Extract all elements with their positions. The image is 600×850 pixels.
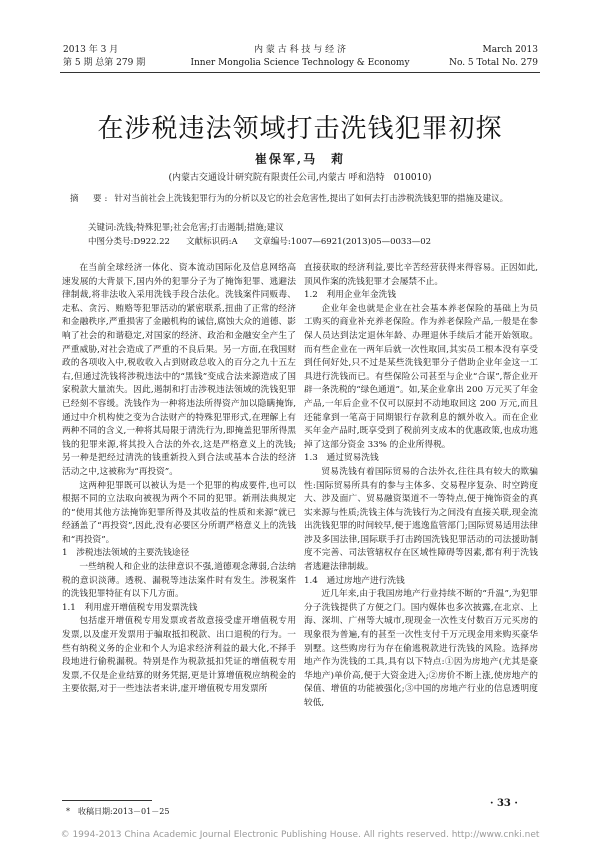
- subsection-heading: 1.1 利用虚开增值税专用发票洗钱: [62, 602, 198, 613]
- body-paragraph: 贸易洗钱有着国际贸易的合法外衣,往往具有较大的欺骗性:国际贸易所具有的参与主体多、交易程序复杂、时空跨度大、涉及面广、贸易融资渠道不一等特点,便于掩饰资金的真实来源与性质;洗钱主体与洗钱行为之间没有直接关联,现金流出洗钱犯罪的时间较早,便于逃逸监管部门;国际贸易适用法律涉及多国法律,国际联手打击跨国洗钱犯罪活动的司法援助制度不完善、司法管辖权存在区域性障碍等因素,都有利于洗钱者逃避法律制裁。: [304, 466, 538, 573]
- header-issue-number: 第 5 期 总第 279 期: [63, 58, 146, 68]
- abstract-text: 针对当前社会上洗钱犯罪行为的分析以及它的社会危害性,提出了如何去打击涉税洗钱犯罪的措施及建议。: [114, 194, 509, 204]
- header-issue-english: No. 5 Total No. 279: [449, 58, 538, 68]
- running-header-issue: [63, 44, 203, 70]
- keywords-text: 洗钱;特殊犯罪;社会危害;打击遏制;措施;建议: [116, 223, 284, 233]
- abstract: [70, 193, 538, 206]
- clc-value: D922.22: [133, 237, 170, 247]
- classification-line: [88, 236, 538, 249]
- doc-code-value: A: [231, 237, 238, 247]
- article-authors: 崔保军,马 莉: [254, 152, 346, 166]
- header-date-english: March 2013: [482, 45, 538, 55]
- running-header-journal: [188, 44, 412, 70]
- doc-code-label: 文献标识码:: [186, 237, 232, 247]
- subsection-heading: 1.2 利用企业年金洗钱: [304, 290, 397, 301]
- footnote-rule: [62, 800, 152, 801]
- header-rule: [60, 72, 540, 73]
- body-paragraph: 包括虚开增值税专用发票或者故意接受虚开增值税专用发票,以及虚开发票用于骗取抵扣税款、出口退税的行为。一些有纳税义务的企业和个人为追求经济利益的最大化,不择手段地进行偷税漏税。特别是作为税款抵扣凭证的增值税专用发票,不仅是企业结算的财务凭据,更是计算增值税应纳税金的主要依据,对于一些违法者来讲,虚开增值税专用发票所: [62, 616, 296, 695]
- body-paragraph: 这两种犯罪既可以被认为是一个犯罪的构成要件,也可以根据不同的立法取向被视为两个不同的犯罪。新刑法典规定的“使用其他方法掩饰犯罪所得及其收益的性质和来源”就已经涵盖了“再投资”,因此,没有必要区分所谓严格意义上的洗钱和“再投资”。: [62, 480, 296, 545]
- header-date: 2013 年 3 月: [63, 45, 119, 55]
- clc-label: 中图分类号:: [88, 237, 134, 247]
- body-paragraph: 企业年金也就是企业在社会基本养老保险的基础上为员工购买的商业补充养老保险。作为养老保险产品,一般是在参保人员达到法定退休年龄、办理退休手续后才能开始领取。而有些企业在一两年后就一次性取回,其实员工根本没有享受到任何好处,只不过是某些洗钱犯罪分子借助企业年金这一工具进行洗钱而已。有些保险公司甚至与企业“合谋”,帮企业开辟一条洗税的“绿色通道”。如,某企业拿出 200 万元买了年金产品,一年后企业不仅可以原封不动地取回这 200 万元,而且还能拿到一笔高于同期银行存款利息的额外收入。而在企业买年金产品时,既享受到了税前列支成本的优惠政策,也成功逃掉了这部分资金 33% 的企业所得税。: [304, 303, 538, 450]
- running-header-issue-english: [420, 44, 538, 70]
- page-number: · 33 ·: [490, 798, 518, 809]
- journal-name-english: Inner Mongolia Science Technology & Economy: [190, 58, 410, 68]
- body-paragraph: 在当前全球经济一体化、资本流动国际化及信息网络高速发展的大背景下,国内外的犯罪分子为了掩饰犯罪、逃避法律制裁,将非法收入采用洗钱手段合法化。洗钱案件同贩毒、走私、贪污、贿赂等犯罪活动的紧密联系,扭曲了正常的经济和金融秩序,严重损害了金融机构的诚信,腐蚀大众的道德、影响了社会的和谐稳定,对国家的经济、政治和金融安全产生了严重威胁,对社会造成了严重的不良后果。另一方面,在我国财政的各项收入中,税收收入占到财政总收入的百分之九十五左右,但通过洗钱将涉税违法中的“黑钱”变成合法来源造成了国家税款大量流失。因此,遏制和打击涉税违法领域的洗钱犯罪已经刻不容缓。洗钱作为一种将违法所得资产加以隐瞒掩饰,通过中介机构使之变为合法财产的特殊犯罪形式,在理解上有两种不同的含义,一种将其局限于清洗行为,即掩盖犯罪所得黑钱的犯罪来源,将其投入合法的外衣,这是严格意义上的洗钱;另一种是把经过清洗的钱重新投入到合法或基本合法的经济活动之中,这被称为“再投资”。: [62, 263, 296, 477]
- section-heading: 1 涉税违法领域的主要洗钱途径: [62, 548, 190, 559]
- subsection-heading: 1.4 通过房地产进行洗钱: [304, 575, 405, 586]
- article-title: 在涉税违法领域打击洗钱犯罪初探: [97, 114, 503, 144]
- article-number-label: 文章编号:: [253, 237, 291, 247]
- body-paragraph: 直接获取的经济利益,要比辛苦经营获得来得容易。正因如此,顶风作案的洗钱犯罪才会屡禁不止。: [304, 263, 538, 287]
- body-paragraph: 近几年来,由于我国房地产行业持续不断的“升温”,为犯罪分子洗钱提供了方便之门。国内媒体也多次披露,在北京、上海、深圳、广州等大城市,现现金一次性支付数百万元买房的现象很为普遍,有的甚至一次性支付千万元现金用来购买豪华别墅。这些购房行为存在偷逃税款进行洗钱的风险。选择房地产作为洗钱的工具,具有以下特点:①因为房地产(尤其是豪华地产)单价高,便于大资金进入;②房价不断上涨,使房地产的保值、增值的功能被强化;③中国的房地产行业的信息透明度较低,: [304, 589, 538, 708]
- body-column-left: [62, 262, 296, 790]
- keywords-label: 关键词:: [88, 223, 117, 233]
- author-affiliation: (内蒙古交通设计研究院有限责任公司,内蒙古 呼和浩特 010010): [168, 173, 432, 183]
- body-paragraph: 一些纳税人和企业的法律意识不强,道德观念薄弱,合法纳税的意识淡薄。透税、漏税等违法案件时有发生。涉税案件的洗钱犯罪特征有以下几方面。: [62, 562, 296, 600]
- keywords: [88, 222, 538, 235]
- article-number-value: 1007—6921(2013)05—0033—02: [290, 237, 432, 247]
- received-date-footnote: * 收稿日期:2013－01－25: [66, 807, 170, 816]
- subsection-heading: 1.3 通过贸易洗钱: [304, 453, 379, 464]
- body-column-right: [304, 262, 538, 782]
- copyright-watermark: © 1994-2013 China Academic Journal Electronic Publishing House. All rights reserved. http://www.cnki.net: [60, 830, 540, 840]
- journal-name-chinese: 内 蒙 古 科 技 与 经 济: [253, 45, 347, 55]
- abstract-label: 摘 要:: [70, 194, 111, 204]
